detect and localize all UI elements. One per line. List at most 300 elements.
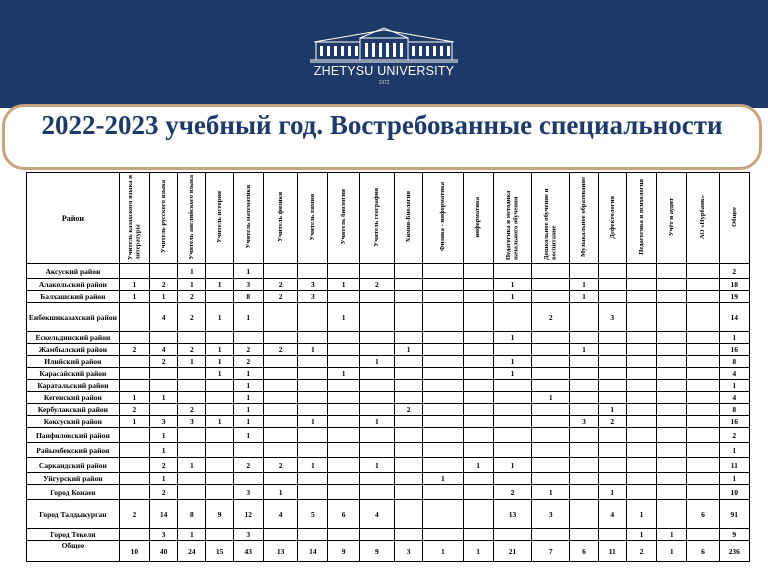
value-cell — [657, 416, 687, 428]
value-cell: 1 — [493, 279, 531, 291]
value-cell — [570, 392, 598, 404]
value-cell — [626, 264, 656, 279]
value-cell — [263, 529, 297, 541]
university-logo — [308, 24, 460, 86]
value-cell — [532, 404, 570, 416]
value-cell — [328, 473, 359, 485]
value-cell — [570, 443, 598, 458]
value-cell — [359, 332, 394, 344]
header-banner — [0, 0, 768, 108]
table-row — [27, 416, 750, 428]
region-cell: Аксуский район — [27, 264, 120, 279]
value-cell — [493, 443, 531, 458]
value-cell — [394, 443, 422, 458]
value-cell: 13 — [493, 500, 531, 529]
region-cell: Райымбекский район — [27, 443, 120, 458]
value-cell: 4 — [598, 500, 626, 529]
value-cell — [298, 380, 328, 392]
value-cell — [657, 279, 687, 291]
value-cell — [532, 443, 570, 458]
value-cell: 3 — [233, 279, 263, 291]
value-cell — [263, 416, 297, 428]
value-cell — [463, 443, 493, 458]
value-cell: 2 — [394, 404, 422, 416]
value-cell: 1 — [493, 458, 531, 473]
value-cell — [598, 344, 626, 356]
value-cell: 1 — [206, 368, 233, 380]
value-cell — [687, 279, 719, 291]
region-cell: Город Талдыкурган — [27, 500, 120, 529]
value-cell: 7 — [532, 541, 570, 562]
value-cell — [423, 392, 463, 404]
value-cell — [657, 428, 687, 443]
value-cell — [394, 279, 422, 291]
value-cell — [394, 485, 422, 500]
table-row — [27, 264, 750, 279]
value-cell — [394, 473, 422, 485]
value-cell — [359, 264, 394, 279]
value-cell — [206, 380, 233, 392]
value-cell — [570, 332, 598, 344]
value-cell — [206, 485, 233, 500]
total-cell: 16 — [719, 416, 749, 428]
value-cell: 1 — [233, 264, 263, 279]
value-cell — [394, 380, 422, 392]
total-cell: 8 — [719, 356, 749, 368]
value-cell — [206, 264, 233, 279]
value-cell — [687, 291, 719, 303]
value-cell — [657, 458, 687, 473]
university-building-icon — [308, 24, 460, 64]
total-cell: 1 — [719, 332, 749, 344]
value-cell: 9 — [206, 500, 233, 529]
value-cell: 8 — [233, 291, 263, 303]
value-cell — [657, 392, 687, 404]
value-cell: 1 — [328, 279, 359, 291]
value-cell — [298, 368, 328, 380]
value-cell — [532, 356, 570, 368]
value-cell: 2 — [150, 458, 178, 473]
column-header: Учитель русского языка — [150, 173, 178, 264]
value-cell — [263, 428, 297, 443]
value-cell: 1 — [298, 458, 328, 473]
value-cell: 1 — [657, 541, 687, 562]
table-row — [27, 279, 750, 291]
value-cell — [298, 443, 328, 458]
value-cell — [570, 473, 598, 485]
table-row — [27, 291, 750, 303]
value-cell — [178, 368, 206, 380]
value-cell — [263, 303, 297, 332]
column-header: Педагогика и методика начального обучения — [493, 173, 531, 264]
value-cell — [263, 392, 297, 404]
value-cell — [423, 344, 463, 356]
value-cell — [298, 332, 328, 344]
value-cell: 1 — [150, 392, 178, 404]
value-cell — [394, 368, 422, 380]
value-cell — [328, 416, 359, 428]
value-cell: 1 — [178, 529, 206, 541]
value-cell — [206, 458, 233, 473]
value-cell: 2 — [493, 485, 531, 500]
value-cell — [359, 303, 394, 332]
value-cell — [463, 264, 493, 279]
value-cell — [359, 344, 394, 356]
value-cell — [626, 392, 656, 404]
value-cell — [119, 264, 149, 279]
table-row — [27, 500, 750, 529]
value-cell — [263, 356, 297, 368]
value-cell — [598, 291, 626, 303]
region-cell: Жамбылский район — [27, 344, 120, 356]
value-cell: 3 — [298, 279, 328, 291]
value-cell — [359, 392, 394, 404]
value-cell: 40 — [150, 541, 178, 562]
value-cell — [423, 291, 463, 303]
table-row — [27, 443, 750, 458]
value-cell — [463, 529, 493, 541]
value-cell: 11 — [598, 541, 626, 562]
value-cell — [463, 344, 493, 356]
value-cell: 1 — [206, 279, 233, 291]
table-row — [27, 368, 750, 380]
value-cell — [570, 404, 598, 416]
value-cell: 12 — [233, 500, 263, 529]
value-cell — [532, 473, 570, 485]
value-cell — [657, 485, 687, 500]
value-cell — [328, 344, 359, 356]
value-cell — [328, 392, 359, 404]
value-cell: 1 — [298, 344, 328, 356]
value-cell: 10 — [119, 541, 149, 562]
value-cell — [493, 473, 531, 485]
table-row — [27, 458, 750, 473]
value-cell — [463, 303, 493, 332]
value-cell: 4 — [150, 344, 178, 356]
value-cell — [423, 356, 463, 368]
value-cell — [687, 344, 719, 356]
value-cell — [570, 529, 598, 541]
value-cell — [298, 473, 328, 485]
value-cell: 1 — [493, 356, 531, 368]
table-row — [27, 380, 750, 392]
total-cell: 18 — [719, 279, 749, 291]
region-cell: Саркандский район — [27, 458, 120, 473]
value-cell — [206, 332, 233, 344]
value-cell — [206, 443, 233, 458]
value-cell: 1 — [233, 368, 263, 380]
column-header: Учёт и аудит — [657, 173, 687, 264]
value-cell: 3 — [570, 416, 598, 428]
value-cell — [657, 380, 687, 392]
table-row — [27, 428, 750, 443]
value-cell — [359, 443, 394, 458]
value-cell: 1 — [178, 264, 206, 279]
value-cell — [687, 264, 719, 279]
value-cell — [206, 529, 233, 541]
value-cell — [493, 529, 531, 541]
value-cell: 2 — [263, 344, 297, 356]
value-cell — [570, 458, 598, 473]
value-cell — [463, 380, 493, 392]
value-cell — [394, 428, 422, 443]
value-cell: 14 — [298, 541, 328, 562]
value-cell — [532, 344, 570, 356]
value-cell — [178, 332, 206, 344]
value-cell: 1 — [178, 356, 206, 368]
value-cell: 1 — [233, 303, 263, 332]
value-cell: 1 — [119, 291, 149, 303]
value-cell — [687, 428, 719, 443]
region-cell: Балхашский район — [27, 291, 120, 303]
total-cell: 9 — [719, 529, 749, 541]
value-cell — [394, 356, 422, 368]
column-header: Учитель казахского языка и литературы — [119, 173, 149, 264]
value-cell: 1 — [493, 332, 531, 344]
value-cell — [119, 529, 149, 541]
value-cell: 1 — [233, 416, 263, 428]
value-cell — [463, 428, 493, 443]
value-cell — [657, 500, 687, 529]
value-cell — [657, 473, 687, 485]
value-cell — [570, 368, 598, 380]
value-cell — [150, 332, 178, 344]
value-cell — [687, 416, 719, 428]
value-cell — [423, 404, 463, 416]
value-cell — [657, 368, 687, 380]
column-header: АО «Нурбанк» — [687, 173, 719, 264]
value-cell — [119, 356, 149, 368]
value-cell — [626, 344, 656, 356]
value-cell — [626, 279, 656, 291]
value-cell — [687, 529, 719, 541]
value-cell: 24 — [178, 541, 206, 562]
value-cell — [687, 356, 719, 368]
value-cell — [463, 500, 493, 529]
value-cell — [598, 356, 626, 368]
value-cell: 43 — [233, 541, 263, 562]
value-cell — [119, 368, 149, 380]
value-cell — [328, 332, 359, 344]
value-cell: 1 — [570, 344, 598, 356]
value-cell — [687, 332, 719, 344]
column-header: Химия-Биология — [394, 173, 422, 264]
value-cell: 3 — [233, 529, 263, 541]
value-cell: 1 — [263, 485, 297, 500]
specialties-table-container — [26, 172, 750, 562]
value-cell — [423, 303, 463, 332]
value-cell — [423, 380, 463, 392]
value-cell: 2 — [532, 303, 570, 332]
total-cell: 1 — [719, 380, 749, 392]
value-cell — [532, 380, 570, 392]
value-cell: 2 — [233, 458, 263, 473]
specialties-table — [26, 172, 750, 562]
value-cell — [493, 404, 531, 416]
value-cell — [394, 416, 422, 428]
value-cell — [394, 264, 422, 279]
value-cell — [328, 356, 359, 368]
value-cell: 3 — [394, 541, 422, 562]
value-cell — [687, 303, 719, 332]
table-row — [27, 344, 750, 356]
value-cell — [493, 416, 531, 428]
region-cell: Уйгурский район — [27, 473, 120, 485]
value-cell: 3 — [598, 303, 626, 332]
value-cell: 3 — [150, 416, 178, 428]
value-cell — [298, 356, 328, 368]
value-cell: 2 — [119, 500, 149, 529]
value-cell — [598, 279, 626, 291]
value-cell: 1 — [233, 404, 263, 416]
value-cell: 2 — [150, 279, 178, 291]
value-cell: 2 — [178, 303, 206, 332]
value-cell — [598, 443, 626, 458]
value-cell: 1 — [493, 291, 531, 303]
total-cell: 19 — [719, 291, 749, 303]
value-cell: 1 — [150, 291, 178, 303]
value-cell — [263, 443, 297, 458]
value-cell: 1 — [394, 344, 422, 356]
value-cell — [298, 428, 328, 443]
value-cell — [423, 332, 463, 344]
value-cell: 2 — [359, 279, 394, 291]
value-cell — [570, 428, 598, 443]
value-cell — [328, 380, 359, 392]
value-cell — [493, 264, 531, 279]
table-row — [27, 473, 750, 485]
value-cell — [328, 404, 359, 416]
value-cell: 1 — [463, 458, 493, 473]
value-cell — [359, 529, 394, 541]
value-cell — [598, 368, 626, 380]
value-cell — [657, 404, 687, 416]
value-cell: 9 — [328, 541, 359, 562]
value-cell — [493, 392, 531, 404]
value-cell — [626, 368, 656, 380]
column-header: Физика - информатика — [423, 173, 463, 264]
value-cell — [233, 332, 263, 344]
value-cell: 21 — [493, 541, 531, 562]
column-header: Учитель географии — [359, 173, 394, 264]
value-cell — [263, 404, 297, 416]
value-cell — [394, 291, 422, 303]
column-header: Учитель химии — [298, 173, 328, 264]
value-cell — [328, 428, 359, 443]
value-cell: 2 — [150, 485, 178, 500]
value-cell: 4 — [263, 500, 297, 529]
total-cell: 1 — [719, 443, 749, 458]
column-header: Педагогика и психология — [626, 173, 656, 264]
value-cell: 3 — [233, 485, 263, 500]
value-cell — [493, 303, 531, 332]
column-header: Музыкальное образование — [570, 173, 598, 264]
value-cell — [328, 529, 359, 541]
region-cell: Карасайский район — [27, 368, 120, 380]
region-cell: Илийский район — [27, 356, 120, 368]
total-cell: 10 — [719, 485, 749, 500]
value-cell: 6 — [687, 541, 719, 562]
value-cell — [423, 368, 463, 380]
value-cell: 1 — [119, 392, 149, 404]
value-cell — [626, 458, 656, 473]
value-cell — [150, 380, 178, 392]
total-cell: 4 — [719, 368, 749, 380]
value-cell: 2 — [598, 416, 626, 428]
region-cell: Город Конаев — [27, 485, 120, 500]
value-cell — [150, 404, 178, 416]
table-row — [27, 529, 750, 541]
value-cell — [532, 416, 570, 428]
value-cell — [328, 264, 359, 279]
value-cell — [463, 291, 493, 303]
value-cell: 6 — [687, 500, 719, 529]
value-cell — [119, 332, 149, 344]
value-cell — [206, 428, 233, 443]
value-cell — [263, 264, 297, 279]
value-cell — [394, 392, 422, 404]
region-cell: Панфиловский район — [27, 428, 120, 443]
region-cell: Коксуский район — [27, 416, 120, 428]
total-cell: 16 — [719, 344, 749, 356]
value-cell — [263, 473, 297, 485]
value-cell — [532, 368, 570, 380]
value-cell: 2 — [263, 458, 297, 473]
value-cell — [598, 380, 626, 392]
value-cell — [119, 303, 149, 332]
value-cell — [657, 356, 687, 368]
value-cell: 1 — [532, 485, 570, 500]
value-cell — [532, 279, 570, 291]
value-cell — [463, 485, 493, 500]
value-cell: 1 — [532, 392, 570, 404]
value-cell — [598, 473, 626, 485]
value-cell — [178, 428, 206, 443]
value-cell — [263, 380, 297, 392]
value-cell: 1 — [206, 303, 233, 332]
value-cell: 1 — [493, 368, 531, 380]
value-cell — [626, 332, 656, 344]
column-header: Учитель истории — [206, 173, 233, 264]
value-cell — [626, 356, 656, 368]
value-cell — [570, 485, 598, 500]
value-cell — [570, 356, 598, 368]
value-cell — [570, 303, 598, 332]
value-cell — [687, 485, 719, 500]
value-cell — [423, 458, 463, 473]
column-header: Общее — [719, 173, 749, 264]
value-cell: 3 — [150, 529, 178, 541]
total-cell: 1 — [719, 473, 749, 485]
value-cell — [657, 332, 687, 344]
value-cell — [657, 291, 687, 303]
value-cell — [687, 380, 719, 392]
value-cell — [359, 368, 394, 380]
region-column-header: Район — [27, 173, 120, 264]
value-cell: 2 — [233, 356, 263, 368]
total-cell: 91 — [719, 500, 749, 529]
value-cell — [687, 392, 719, 404]
region-cell: Енбекшиказахский район — [27, 303, 120, 332]
value-cell — [328, 291, 359, 303]
value-cell — [598, 458, 626, 473]
value-cell: 2 — [233, 344, 263, 356]
value-cell — [359, 485, 394, 500]
value-cell: 4 — [359, 500, 394, 529]
value-cell — [178, 392, 206, 404]
value-cell — [178, 485, 206, 500]
value-cell: 2 — [263, 279, 297, 291]
